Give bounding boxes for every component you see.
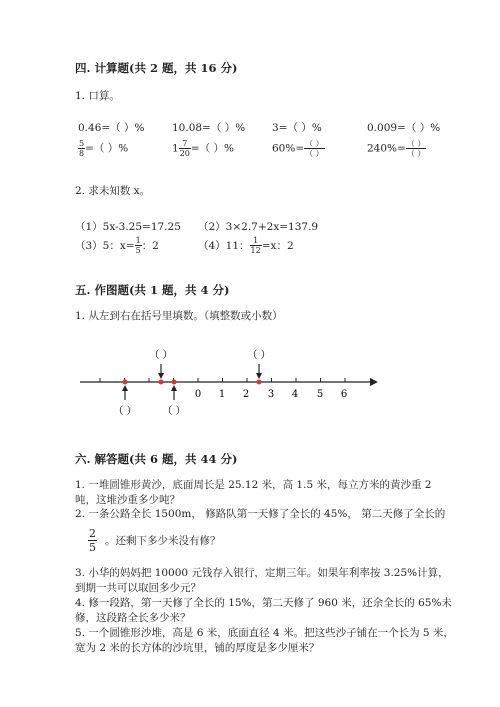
oral-calc-2: 10.08=（ ）% <box>172 122 246 134</box>
problem-2-tail: 。还剩下多少米没有修？ <box>105 535 221 547</box>
marked-point <box>159 380 164 385</box>
equation-4 <box>198 236 294 255</box>
up-arrow-icon <box>171 385 177 391</box>
problem-1-line-1: 1. 一堆圆锥形黄沙，底面周长是 25.12 米，高 1.5 米，每立方米的黄沙重 2 <box>75 479 432 491</box>
oral-calc-3: 3=（ ）% <box>272 122 322 134</box>
down-arrow-icon <box>256 373 262 379</box>
drawing-q1-label: 1. 从左到右在括号里填数。（填整数或小数） <box>75 310 283 322</box>
tick-labels <box>195 389 347 400</box>
fraction-denominator: 5 <box>135 246 141 255</box>
oral-calc-7 <box>272 139 325 158</box>
q1-label: 1. 口算。 <box>75 90 120 102</box>
answer-blanks <box>113 349 270 417</box>
problem-3-line-2: 到期一共可以取回多少元？ <box>75 582 201 594</box>
fraction-denominator: 5 <box>89 541 96 554</box>
axis-arrowhead <box>370 378 378 386</box>
expression-head: 60%= <box>272 142 305 155</box>
arrows-above <box>158 364 262 379</box>
fraction-denominator: （ ） <box>305 149 324 158</box>
blank-above: （ ） <box>149 350 173 361</box>
fraction-numerator: （ ） <box>305 139 324 148</box>
problem-1-line-2: 吨，这堆沙重多少吨？ <box>75 494 180 506</box>
problem-4-line-1: 4. 修一段路，第一天修了全长的 15%，第二天修了 960 米，还余全长的 65%未 <box>75 597 452 609</box>
tick-label-6: 6 <box>340 389 348 400</box>
equation-3 <box>75 236 159 255</box>
fraction <box>179 139 191 158</box>
problem-2-line-2 <box>88 527 221 554</box>
blank-below: （ ） <box>113 406 137 417</box>
expression-head: （4）11： <box>198 240 250 252</box>
fraction-numerator: 5 <box>79 139 85 148</box>
fraction-numerator: 7 <box>179 139 191 149</box>
tick-label-3: 3 <box>267 389 275 400</box>
problem-4-line-2: 修，这段路全长多少米？ <box>75 612 191 624</box>
fraction <box>88 527 97 554</box>
problem-5-line-2: 宽为 2 米的长方体的沙坑里，铺的厚度是多少厘米？ <box>75 642 320 654</box>
arrows-below <box>122 385 177 400</box>
oral-calc-5 <box>78 139 128 158</box>
tick-label-2: 2 <box>242 389 250 400</box>
problem-2-line-1: 2. 一条公路全长 1500m， 修路队第一天修了全长的 45%， 第二天修了全长的 <box>75 508 446 520</box>
section5-title: 五. 作图题(共 1 题，共 4 分) <box>75 283 230 297</box>
marked-point <box>172 380 177 385</box>
expression-tail: =（ ）% <box>190 142 234 155</box>
fraction-denominator: （ ） <box>406 149 426 158</box>
fraction-numerator: 1 <box>250 236 262 246</box>
fraction-denominator: 20 <box>179 149 190 158</box>
equation-1: （1）5x-3.25=17.25 <box>75 221 181 233</box>
blank-above: （ ） <box>247 350 271 361</box>
section6-title: 六. 解答题(共 6 题，共 44 分) <box>75 452 238 466</box>
number-line-figure <box>75 347 395 422</box>
fraction-numerator: （ ） <box>406 139 426 148</box>
fraction-numerator: 1 <box>135 236 141 245</box>
fraction <box>250 236 262 255</box>
marked-point <box>257 380 262 385</box>
fraction-denominator: 12 <box>250 246 261 255</box>
tick-marks <box>100 378 345 382</box>
fraction <box>135 236 142 255</box>
oral-calc-6 <box>172 139 234 158</box>
expression-tail: =x：2 <box>261 240 294 252</box>
marked-point <box>123 380 128 385</box>
expression-head: 240%= <box>367 142 406 155</box>
blank-fraction <box>406 139 427 158</box>
up-arrow-icon <box>122 385 128 391</box>
oral-calc-4: 0.009=（ ）% <box>367 122 441 134</box>
blank-below: （ ） <box>162 406 186 417</box>
tick-label-1: 1 <box>218 389 226 400</box>
tick-label-0: 0 <box>194 389 202 400</box>
blank-fraction <box>304 139 325 158</box>
tick-label-5: 5 <box>316 389 324 400</box>
problem-3-line-1: 3. 小华的妈妈把 10000 元钱存入银行，定期三年。如果年利率按 3.25%计算， <box>75 567 449 579</box>
expression-head: （3）5：x= <box>75 240 135 252</box>
expression-tail: ：2 <box>141 240 159 252</box>
fraction-denominator: 8 <box>79 149 85 158</box>
mixed-number-whole: 1 <box>172 142 179 155</box>
oral-calc-8 <box>367 139 426 158</box>
expression-tail: =（ ）% <box>85 142 129 155</box>
fraction-numerator: 2 <box>89 527 96 540</box>
problem-5-line-1: 5. 一个圆锥形沙堆，高是 6 米，底面直径 4 米。把这些沙子铺在一个长为 5 米， <box>75 627 454 639</box>
tick-label-4: 4 <box>291 389 299 400</box>
q2-label: 2. 求未知数 x。 <box>75 185 151 197</box>
down-arrow-icon <box>158 373 164 379</box>
oral-calc-1: 0.46=（ ）% <box>78 122 145 134</box>
equation-2: （2）3×2.7+2x=137.9 <box>198 221 319 233</box>
section4-title: 四. 计算题(共 2 题，共 16 分) <box>75 61 238 75</box>
